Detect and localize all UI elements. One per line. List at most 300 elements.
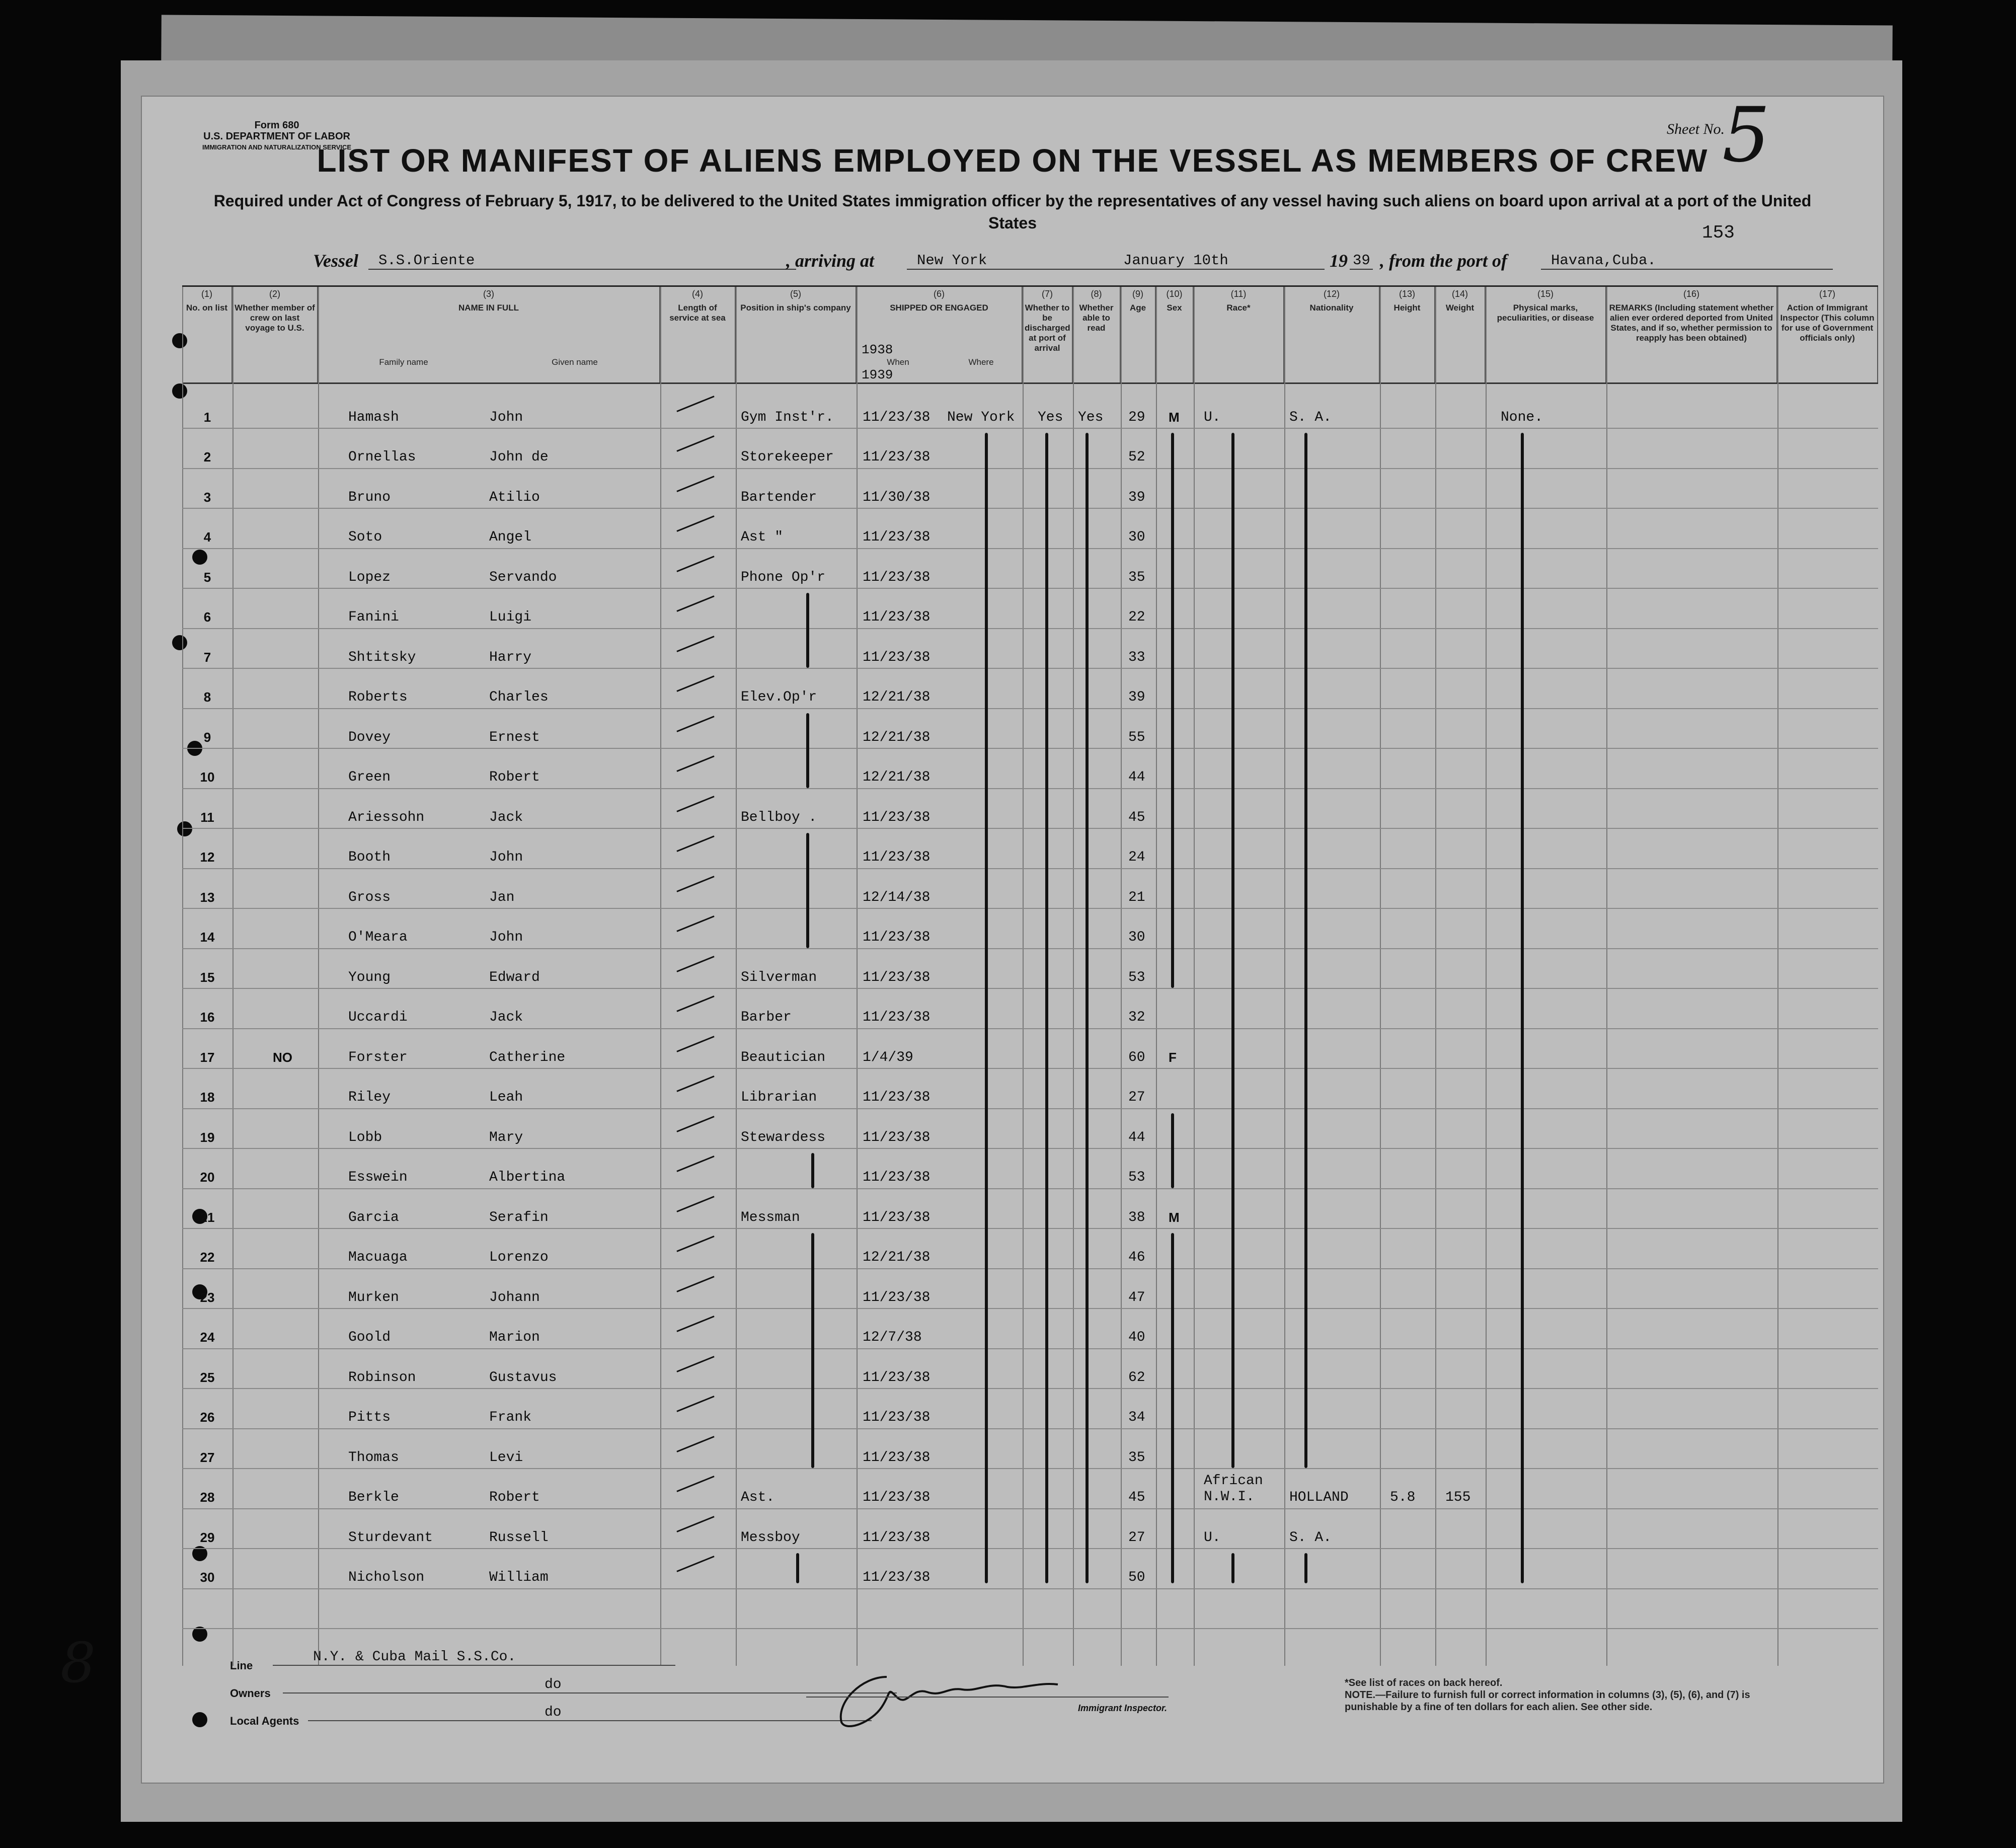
column-number: (16) — [1683, 289, 1699, 299]
cell-no: 12 — [200, 850, 215, 865]
cell-age: 53 — [1128, 969, 1145, 985]
cell-family: Esswein — [348, 1170, 408, 1185]
column-label: Height — [1393, 303, 1421, 313]
cell-position: Storekeeper — [741, 449, 834, 465]
service-tick-mark — [676, 1316, 714, 1332]
service-tick-mark — [676, 396, 714, 412]
races-note: *See list of races on back hereof. — [1345, 1677, 1503, 1688]
cell-given: Leah — [489, 1090, 523, 1105]
cell-age: 44 — [1128, 769, 1145, 785]
column-header — [660, 287, 736, 382]
sheet-label: Sheet No. — [1667, 121, 1725, 137]
vessel-label: Vessel — [313, 251, 358, 271]
service-tick-mark — [676, 716, 714, 732]
page-subtitle: Required under Act of Congress of February 5, 1917, to be delivered to the United States immigration officer by the representatives of any vessel having such aliens on board upon arrival at a port of the United States — [213, 192, 1812, 232]
cell-weight: 155 — [1445, 1490, 1471, 1505]
cell-given: Catherine — [489, 1049, 566, 1065]
table-row — [182, 948, 1878, 988]
cell-when: 11/23/38 — [863, 1570, 931, 1585]
cell-marks: None. — [1501, 409, 1543, 425]
cell-no: 26 — [200, 1410, 215, 1425]
column-header — [1284, 287, 1380, 382]
cell-age: 46 — [1128, 1250, 1145, 1265]
cell-given: Serafin — [489, 1209, 549, 1225]
table-row — [182, 1548, 1878, 1588]
cell-age: 50 — [1128, 1570, 1145, 1585]
cell-no: 28 — [200, 1490, 215, 1505]
table-row — [182, 828, 1878, 868]
cell-no: 7 — [203, 649, 211, 665]
page-title: LIST OR MANIFEST OF ALIENS EMPLOYED ON THE VESSEL AS MEMBERS OF CREW — [317, 142, 1709, 179]
table-row — [182, 1388, 1878, 1428]
service-tick-mark — [676, 595, 714, 612]
cell-given: Lorenzo — [489, 1250, 549, 1265]
cell-when: 11/23/38 — [863, 1010, 931, 1025]
ditto-stroke — [806, 713, 809, 788]
column-number: (15) — [1537, 289, 1554, 299]
service-tick-mark — [676, 636, 714, 652]
cell-no: 20 — [200, 1170, 215, 1185]
ditto-stroke — [806, 593, 809, 668]
column-number: (5) — [790, 289, 801, 299]
cell-age: 35 — [1128, 569, 1145, 585]
cell-no: 1 — [203, 409, 211, 425]
column-number: (4) — [692, 289, 703, 299]
column-header — [1194, 287, 1284, 382]
cell-given: Levi — [489, 1449, 523, 1466]
service-tick-mark — [676, 1036, 714, 1052]
cell-age: 27 — [1128, 1529, 1145, 1546]
cell-family: Riley — [348, 1090, 391, 1105]
cell-family: Goold — [348, 1330, 391, 1345]
column-header — [1606, 287, 1777, 382]
cell-family: O'Meara — [348, 930, 408, 945]
cell-when: 11/23/38 — [863, 569, 931, 585]
cell-no: 29 — [200, 1529, 215, 1545]
service-tick-mark — [676, 1356, 714, 1372]
cell-when: 11/23/38 — [863, 649, 931, 665]
table-row — [182, 788, 1878, 828]
service-tick-mark — [676, 675, 714, 692]
column-label: Age — [1129, 303, 1146, 313]
cell-family: Murken — [348, 1289, 399, 1305]
cell-family: Young — [348, 969, 391, 985]
ditto-stroke — [1171, 1113, 1174, 1188]
cell-when: 11/23/38 — [863, 1170, 931, 1185]
table-row — [182, 1068, 1878, 1108]
cell-position: Silverman — [741, 969, 817, 985]
column-sublabel: When — [887, 357, 909, 367]
binder-hole — [192, 1712, 207, 1727]
column-number: (2) — [269, 289, 280, 299]
table-row — [182, 428, 1878, 468]
cell-given: Jack — [489, 1010, 523, 1025]
column-sublabel: Given name — [552, 357, 598, 367]
cell-nationality: S. A. — [1289, 409, 1332, 425]
cell-when: 11/23/38 — [863, 850, 931, 865]
column-number: (8) — [1091, 289, 1102, 299]
cell-given: Atilio — [489, 489, 540, 505]
arriving-label: , arriving at — [786, 251, 875, 271]
column-label: No. on list — [186, 303, 228, 313]
cell-age: 22 — [1128, 609, 1145, 625]
cell-family: Roberts — [348, 689, 408, 705]
column-header — [318, 287, 660, 382]
cell-no: 15 — [200, 969, 215, 985]
ditto-stroke — [1304, 433, 1307, 1468]
cell-when: 12/14/38 — [863, 889, 931, 905]
column-label: Whether to be discharged at port of arrival — [1025, 303, 1070, 353]
service: IMMIGRATION AND NATURALIZATION SERVICE — [202, 143, 352, 151]
cell-position: Beautician — [741, 1049, 826, 1065]
cell-family: Sturdevant — [348, 1529, 433, 1546]
table-row — [182, 628, 1878, 668]
cell-position: Ast " — [741, 529, 784, 545]
cell-age: 35 — [1128, 1449, 1145, 1466]
voyage-line — [142, 250, 1883, 272]
cell-age: 24 — [1128, 850, 1145, 865]
column-sublabel: Where — [968, 357, 994, 367]
ditto-stroke — [796, 1553, 799, 1583]
column-label: REMARKS (Including statement whether alien ever ordered deported from United States, and if so, whether permission to reapply has been obtained) — [1609, 303, 1774, 343]
column-header — [1777, 287, 1878, 382]
cell-no: 14 — [200, 930, 215, 945]
column-label: Whether member of crew on last voyage to U.S. — [235, 303, 315, 333]
cell-age: 44 — [1128, 1129, 1145, 1145]
line-label: Line — [230, 1659, 253, 1672]
cell-age: 30 — [1128, 529, 1145, 545]
cell-read: Yes — [1078, 409, 1104, 425]
cell-when: 12/21/38 — [863, 769, 931, 785]
cell-age: 30 — [1128, 930, 1145, 945]
ditto-stroke — [1231, 433, 1234, 1468]
cell-no: 18 — [200, 1090, 215, 1105]
sheet-number: 5 — [1722, 96, 1770, 179]
service-tick-mark — [676, 956, 714, 972]
cell-given: Gustavus — [489, 1369, 557, 1385]
cell-when: 11/23/38 — [863, 1129, 931, 1145]
manifest-page — [141, 96, 1884, 1784]
cell-no: 13 — [200, 889, 215, 905]
ditto-stroke — [1171, 1233, 1174, 1583]
penalty-note: NOTE.—Failure to furnish full or correct information in columns (3), (5), (6), and (7) is punishable by a fine of ten dollars for each alien. See other side. — [1345, 1689, 1750, 1713]
column-number: (3) — [483, 289, 494, 299]
cell-given: Mary — [489, 1129, 523, 1145]
cell-given: John — [489, 850, 523, 865]
cell-age: 45 — [1128, 1490, 1145, 1505]
column-number: (10) — [1166, 289, 1183, 299]
column-number: (12) — [1323, 289, 1340, 299]
table-row — [182, 748, 1878, 788]
table-row — [182, 588, 1878, 628]
cell-position: Elev.Op'r — [741, 689, 817, 705]
cell-race: U. — [1204, 1529, 1221, 1546]
cell-family: Forster — [348, 1049, 408, 1065]
service-tick-mark — [676, 1236, 714, 1252]
column-number: (9) — [1132, 289, 1143, 299]
service-tick-mark — [676, 556, 714, 572]
cell-sex: M — [1169, 1209, 1180, 1225]
cell-when: 11/23/38 — [863, 1449, 931, 1466]
cell-when: 11/23/38 — [863, 1090, 931, 1105]
cell-age: 47 — [1128, 1289, 1145, 1305]
cell-no: 5 — [203, 569, 211, 585]
service-tick-mark — [676, 876, 714, 892]
cell-age: 40 — [1128, 1330, 1145, 1345]
cell-given: Russell — [489, 1529, 549, 1546]
service-tick-mark — [676, 1116, 714, 1132]
agents-value: do — [308, 1705, 872, 1721]
cell-family: Lobb — [348, 1129, 382, 1145]
cell-family: Nicholson — [348, 1570, 425, 1585]
service-tick-mark — [676, 915, 714, 932]
cell-age: 38 — [1128, 1209, 1145, 1225]
cell-when: 12/7/38 — [863, 1330, 922, 1345]
cell-when: 11/23/38 — [863, 1529, 931, 1546]
cell-position: Messboy — [741, 1529, 800, 1546]
from-port-label: , from the port of — [1380, 251, 1508, 271]
column-number: (1) — [201, 289, 212, 299]
service-tick-mark — [676, 1436, 714, 1452]
cell-family: Dovey — [348, 729, 391, 745]
cell-age: 55 — [1128, 729, 1145, 745]
column-number: (6) — [934, 289, 945, 299]
cell-where: New York — [947, 409, 1015, 425]
line-value: N.Y. & Cuba Mail S.S.Co. — [273, 1649, 675, 1666]
cell-no: 8 — [203, 689, 211, 705]
cell-given: Charles — [489, 689, 549, 705]
column-header — [1380, 287, 1435, 382]
cell-when: 11/30/38 — [863, 489, 931, 505]
cell-age: 21 — [1128, 889, 1145, 905]
cell-no: 21 — [200, 1209, 215, 1225]
table-row — [182, 1508, 1878, 1549]
cell-prev: NO — [273, 1049, 292, 1065]
table-row — [182, 388, 1878, 428]
cell-family: Gross — [348, 889, 391, 905]
cell-family: Robinson — [348, 1369, 416, 1385]
cell-age: 45 — [1128, 809, 1145, 825]
column-label: SHIPPED OR ENGAGED — [890, 303, 988, 313]
cell-nationality: S. A. — [1289, 1529, 1332, 1546]
cell-position: Stewardess — [741, 1129, 826, 1145]
table-row — [182, 508, 1878, 548]
cell-position: Messman — [741, 1209, 800, 1225]
when-year: 1939 — [862, 367, 893, 382]
service-tick-mark — [676, 515, 714, 532]
service-tick-mark — [676, 1476, 714, 1492]
cell-given: John de — [489, 449, 549, 465]
column-number: (11) — [1230, 289, 1247, 299]
table-row — [182, 908, 1878, 948]
cell-when: 12/21/38 — [863, 1250, 931, 1265]
cell-position: Phone Op'r — [741, 569, 826, 585]
ditto-stroke — [811, 1153, 814, 1188]
column-header — [1023, 287, 1073, 382]
service-tick-mark — [676, 835, 714, 852]
table-row — [182, 1228, 1878, 1268]
column-header — [1486, 287, 1606, 382]
column-header — [1121, 287, 1156, 382]
cell-when: 11/23/38 — [863, 1490, 931, 1505]
table-row — [182, 1108, 1878, 1148]
cell-position: Librarian — [741, 1090, 817, 1105]
cell-given: Marion — [489, 1330, 540, 1345]
service-tick-mark — [676, 995, 714, 1012]
cell-given: Johann — [489, 1289, 540, 1305]
cell-given: Frank — [489, 1410, 532, 1425]
margin-handwriting: 8 — [60, 1631, 96, 1695]
table-row — [182, 668, 1878, 708]
cell-when: 11/23/38 — [863, 1289, 931, 1305]
column-number: (13) — [1399, 289, 1415, 299]
inspector-label: Immigrant Inspector. — [1078, 1703, 1168, 1713]
cell-position: Gym Inst'r. — [741, 409, 834, 425]
column-label: Physical marks, peculiarities, or disease — [1497, 303, 1594, 323]
table-row — [182, 1188, 1878, 1228]
table-row — [182, 1028, 1878, 1068]
cell-no: 27 — [200, 1449, 215, 1465]
cell-given: Albertina — [489, 1170, 566, 1185]
ditto-stroke — [1171, 433, 1174, 988]
column-header — [232, 287, 318, 382]
cell-when: 11/23/38 — [863, 1410, 931, 1425]
cell-given: William — [489, 1570, 549, 1585]
cell-given: Edward — [489, 969, 540, 985]
cell-family: Shtitsky — [348, 649, 416, 665]
cell-no: 16 — [200, 1010, 215, 1025]
cell-given: Luigi — [489, 609, 532, 625]
cell-family: Macuaga — [348, 1250, 408, 1265]
column-header — [1073, 287, 1121, 382]
column-label: Length of service at sea — [669, 303, 726, 323]
service-tick-mark — [676, 1196, 714, 1212]
column-header — [1435, 287, 1486, 382]
cell-age: 60 — [1128, 1049, 1145, 1065]
cell-given: Angel — [489, 529, 532, 545]
column-number: (7) — [1042, 289, 1053, 299]
cell-race: U. — [1204, 409, 1221, 425]
cell-given: Robert — [489, 769, 540, 785]
cell-family: Uccardi — [348, 1010, 408, 1025]
cell-no: 24 — [200, 1330, 215, 1345]
cell-when: 11/23/38 — [863, 1209, 931, 1225]
cell-when: 11/23/38 — [863, 449, 931, 465]
ditto-stroke — [1045, 433, 1048, 1583]
column-header — [1156, 287, 1194, 382]
column-label: Sex — [1167, 303, 1182, 313]
cell-age: 53 — [1128, 1170, 1145, 1185]
cell-position: Bartender — [741, 489, 817, 505]
cell-given: Jack — [489, 809, 523, 825]
column-header — [736, 287, 857, 382]
cell-when: 11/23/38 — [863, 529, 931, 545]
cell-sex: F — [1169, 1049, 1177, 1065]
service-tick-mark — [676, 1156, 714, 1172]
cell-when: 11/23/38 — [863, 609, 931, 625]
cell-given: John — [489, 409, 523, 425]
column-label: Weight — [1445, 303, 1475, 313]
service-tick-mark — [676, 476, 714, 492]
from-port-value: Havana,Cuba. — [1541, 252, 1833, 270]
table-row — [182, 1268, 1878, 1308]
cell-family: Green — [348, 769, 391, 785]
cell-no: 4 — [203, 529, 211, 545]
vessel-value: S.S.Oriente — [368, 252, 796, 270]
column-label: Position in ship's company — [740, 303, 851, 313]
column-label: NAME IN FULL — [458, 303, 519, 313]
cell-when: 11/23/38 — [863, 930, 931, 945]
cell-when: 1/4/39 — [863, 1049, 913, 1065]
cell-family: Booth — [348, 850, 391, 865]
cell-position: Bellboy . — [741, 809, 817, 825]
ditto-stroke — [1085, 433, 1089, 1583]
ditto-stroke — [811, 1233, 814, 1468]
service-tick-mark — [676, 755, 714, 772]
table-row — [182, 1348, 1878, 1389]
service-tick-mark — [676, 1516, 714, 1532]
department: U.S. DEPARTMENT OF LABOR — [203, 131, 350, 142]
ditto-stroke — [1231, 1553, 1234, 1583]
cell-family: Lopez — [348, 569, 391, 585]
cell-age: 34 — [1128, 1410, 1145, 1425]
cell-given: Ernest — [489, 729, 540, 745]
cell-no: 11 — [200, 809, 214, 825]
cell-family: Garcia — [348, 1209, 399, 1225]
crew-table — [182, 285, 1878, 1666]
cell-height: 5.8 — [1390, 1490, 1416, 1505]
arrival-date: January 10th — [1083, 252, 1325, 270]
cell-when: 12/21/38 — [863, 729, 931, 745]
cell-age: 32 — [1128, 1010, 1145, 1025]
table-row — [182, 868, 1878, 908]
cell-no: 19 — [200, 1129, 215, 1145]
table-row — [182, 468, 1878, 508]
column-label: Race* — [1226, 303, 1251, 313]
cell-family: Thomas — [348, 1449, 399, 1466]
cell-family: Ariessohn — [348, 809, 425, 825]
ditto-stroke — [1304, 1553, 1307, 1583]
cell-family: Soto — [348, 529, 382, 545]
cell-when: 11/23/38 — [863, 1369, 931, 1385]
cell-family: Pitts — [348, 1410, 391, 1425]
cell-given: Servando — [489, 569, 557, 585]
table-row — [182, 708, 1878, 748]
cell-no: 2 — [203, 449, 211, 465]
cell-family: Berkle — [348, 1490, 399, 1505]
cell-no: 25 — [200, 1369, 215, 1385]
cell-no: 3 — [203, 489, 211, 505]
when-year: 1938 — [862, 342, 893, 357]
cell-no: 17 — [200, 1049, 215, 1065]
arrival-port: New York — [907, 252, 1083, 270]
cell-when: 11/23/38 — [863, 409, 931, 425]
column-number: (14) — [1451, 289, 1468, 299]
ditto-stroke — [985, 433, 988, 1583]
cell-given: Jan — [489, 889, 515, 905]
cell-family: Fanini — [348, 609, 399, 625]
cell-age: 62 — [1128, 1369, 1145, 1385]
cell-family: Bruno — [348, 489, 391, 505]
cell-sex: M — [1169, 409, 1180, 425]
column-label: Nationality — [1309, 303, 1354, 313]
agents-label: Local Agents — [230, 1715, 299, 1727]
cell-when: 11/23/38 — [863, 969, 931, 985]
cell-race: African N.W.I. — [1204, 1473, 1263, 1505]
column-header — [182, 287, 232, 382]
cell-no: 23 — [200, 1289, 215, 1305]
service-tick-mark — [676, 1075, 714, 1092]
